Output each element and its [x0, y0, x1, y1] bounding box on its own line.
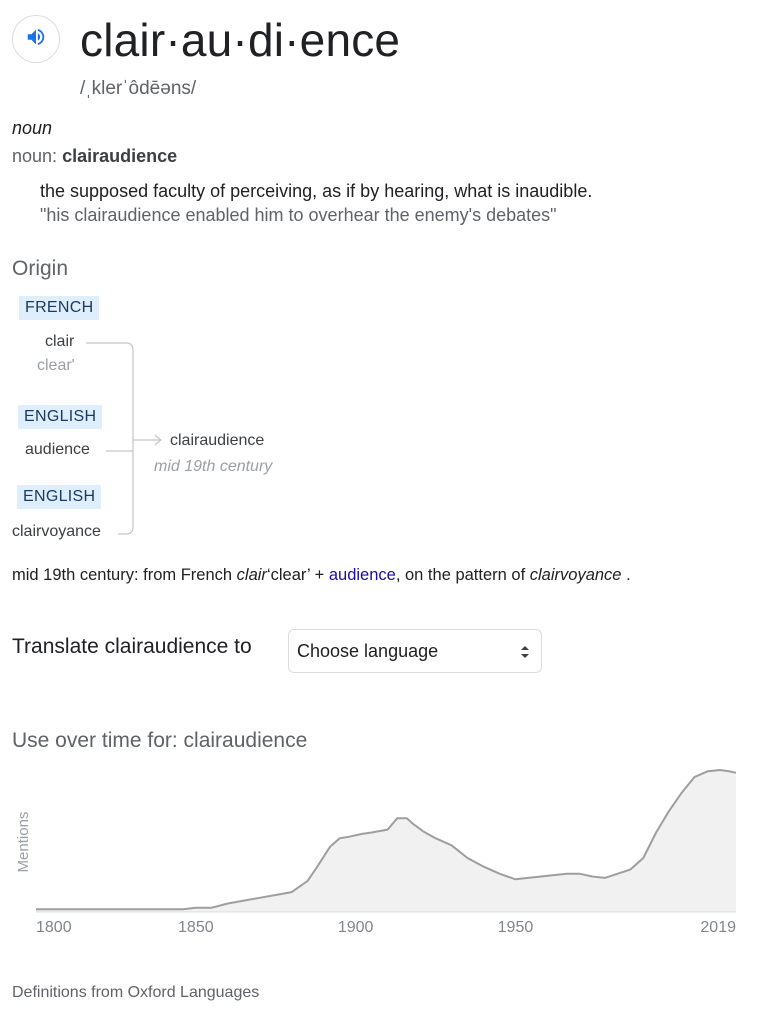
translate-label: Translate clairaudience to — [12, 635, 252, 658]
origin-text-part: ‘clear’ + — [266, 566, 329, 584]
x-tick-label: 1950 — [497, 919, 534, 936]
source-attribution: Definitions from Oxford Languages — [12, 984, 260, 1001]
example-sentence: "his clairaudience enabled him to overhear the enemy's debates" — [40, 205, 557, 225]
x-tick-label: 2019 — [700, 919, 736, 936]
definition-text: the supposed faculty of perceiving, as if by hearing, what is inaudible. — [40, 181, 593, 201]
headword: clair·au·di·ence — [80, 14, 401, 66]
etymon-word-clairvoyance: clairvoyance — [12, 523, 101, 540]
inflection-word: clairaudience — [62, 146, 178, 166]
volume-up-icon — [25, 26, 47, 53]
phonetic-spelling: /ˌklerˈôdēəns/ — [80, 78, 197, 99]
origin-text-part: . — [621, 566, 631, 584]
etymon-word-audience: audience — [25, 441, 90, 458]
language-tag-english-2: ENGLISH — [17, 485, 101, 509]
usage-over-time-chart — [0, 760, 772, 950]
etymology-result-era: mid 19th century — [154, 458, 273, 475]
select-arrows-icon — [519, 643, 531, 666]
usage-chart-title: Use over time for: clairaudience — [12, 729, 308, 752]
x-tick-label: 1850 — [178, 919, 214, 936]
origin-heading: Origin — [12, 257, 69, 280]
language-select-value: Choose language — [297, 640, 439, 661]
part-of-speech: noun — [12, 118, 53, 138]
inflection-prefix: noun: — [12, 146, 58, 166]
origin-description — [12, 566, 631, 585]
origin-text-pattern-word: clairvoyance — [529, 566, 622, 584]
origin-text-part: , on the pattern of — [395, 566, 530, 584]
etymon-word-clair: clair — [45, 333, 75, 350]
etymon-gloss-clair: clear' — [37, 357, 75, 374]
x-tick-label: 1900 — [337, 919, 374, 936]
origin-text-french-word: clair — [236, 566, 267, 584]
x-tick-label: 1800 — [36, 919, 72, 936]
audience-link[interactable]: audience — [328, 566, 396, 584]
language-tag-english-1: ENGLISH — [18, 405, 102, 429]
language-select[interactable] — [288, 629, 542, 673]
pronunciation-button[interactable] — [12, 15, 60, 63]
language-tag-french: FRENCH — [19, 296, 99, 320]
etymology-result-word: clairaudience — [170, 432, 265, 449]
y-axis-label: Mentions — [15, 811, 32, 873]
etymology-diagram — [0, 290, 320, 550]
inflection-line — [12, 146, 177, 167]
usage-area-fill — [36, 770, 736, 912]
origin-text-part: mid 19th century: from French — [12, 566, 237, 584]
